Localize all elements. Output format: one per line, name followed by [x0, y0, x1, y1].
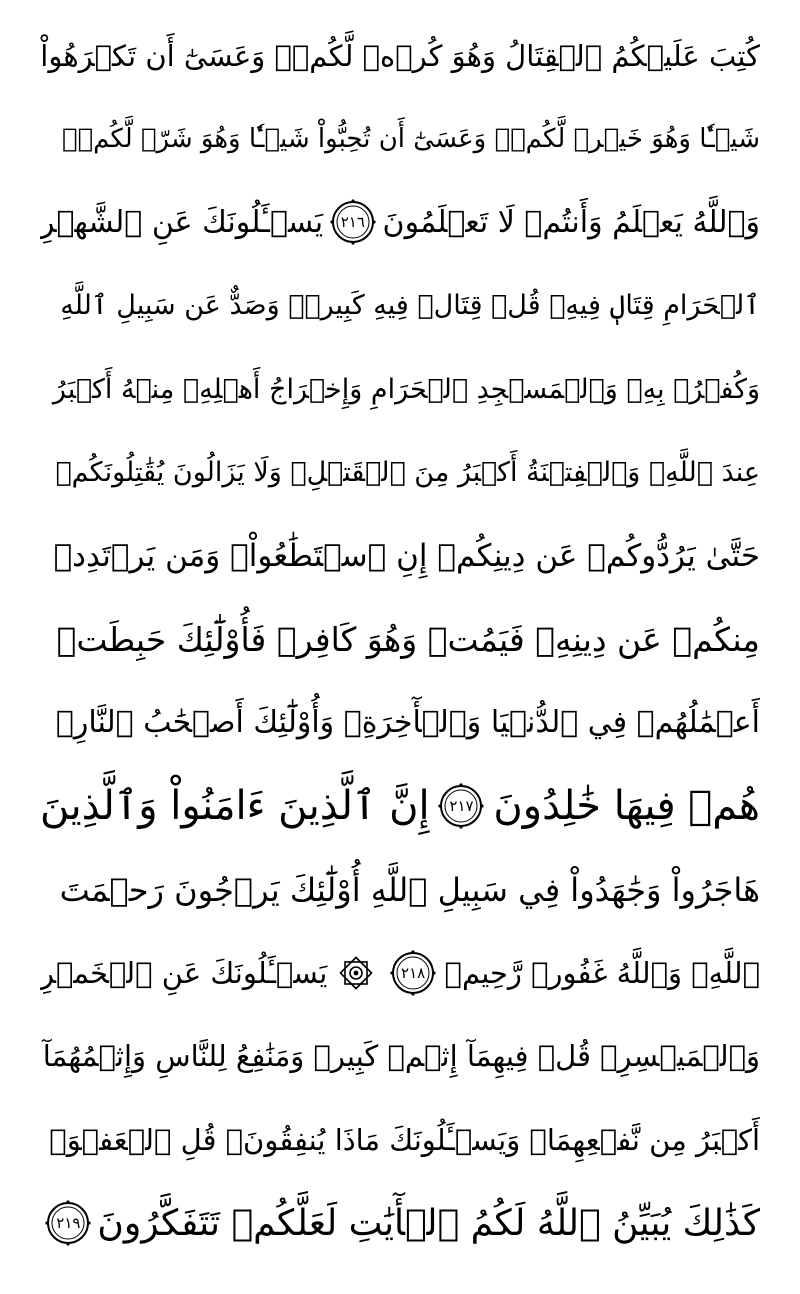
- verse-text: كُتِبَ عَلَيۡكُمُ ٱلۡقِتَالُ وَهُوَ كُرۡهٞ لَّكُمۡۖ وَعَسَىٰٓ أَن تَكۡرَهُواْ: [40, 38, 760, 73]
- ayah-end-marker: [45, 1200, 91, 1246]
- verse-text: وَكُفۡرُۢ بِهِۦ وَٱلۡمَسۡجِدِ ٱلۡحَرَامِ وَإِخۡرَاجُ أَهۡلِهِۦ مِنۡهُ أَكۡبَرُ: [52, 373, 760, 405]
- hizb-rub-icon: [336, 953, 376, 993]
- verse-line-6: [40, 431, 760, 514]
- verse-text: هَاجَرُواْ وَجَٰهَدُواْ فِي سَبِيلِ ٱللَّهِ أُوْلَٰٓئِكَ يَرۡجُونَ رَحۡمَتَ: [59, 870, 760, 909]
- verse-text: أَكۡبَرُ مِن نَّفۡعِهِمَاۗ وَيَسۡـَٔلُونَكَ مَاذَا يُنفِقُونَۖ قُلِ ٱلۡعَفۡوَۗ: [49, 1122, 760, 1157]
- verse-line-2: [40, 97, 760, 180]
- verse-text: يَسۡـَٔلُونَكَ عَنِ ٱلشَّهۡرِ: [40, 204, 324, 240]
- verse-line-10: [40, 765, 760, 848]
- verse-line-14: [40, 1098, 760, 1181]
- verse-line-9: [40, 681, 760, 764]
- verse-line-13: [40, 1015, 760, 1098]
- verse-text: وَٱللَّهُ يَعۡلَمُ وَأَنتُمۡ لَا تَعۡلَمُونَ: [382, 204, 760, 240]
- verse-text: عِندَ ٱللَّهِۚ وَٱلۡفِتۡنَةُ أَكۡبَرُ مِنَ ٱلۡقَتۡلِۗ وَلَا يَزَالُونَ يُقَٰتِلُونَكُمۡ: [55, 457, 760, 489]
- verse-line-1: [40, 14, 760, 97]
- ayah-end-marker: [390, 950, 436, 996]
- verse-line-5: [40, 348, 760, 431]
- verse-line-7: [40, 514, 760, 597]
- ayah-number: ٢١٩: [56, 1214, 81, 1233]
- verse-text: شَيۡـٔٗا وَهُوَ خَيۡرٞ لَّكُمۡۖ وَعَسَىٰٓ أَن تُحِبُّواْ شَيۡـٔٗا وَهُوَ شَرّٞ لَّكُمۡۚ: [61, 124, 760, 155]
- verse-text: يَسۡـَٔلُونَكَ عَنِ ٱلۡخَمۡرِ: [40, 955, 328, 990]
- verse-line-3: [40, 181, 760, 264]
- ayah-number: ٢١٦: [340, 213, 365, 232]
- verse-line-11: [40, 848, 760, 931]
- verse-line-4: [40, 264, 760, 347]
- ayah-number: ٢١٧: [449, 797, 474, 816]
- verse-line-12: [40, 931, 760, 1014]
- verse-line-15: [40, 1181, 760, 1264]
- verse-text: كَذَٰلِكَ يُبَيِّنُ ٱللَّهُ لَكُمُ ٱلۡأٓيَٰتِ لَعَلَّكُمۡ تَتَفَكَّرُونَ: [97, 1202, 760, 1244]
- verse-text: ٱللَّهِۚ وَٱللَّهُ غَفُورٞ رَّحِيمٞ: [444, 955, 760, 990]
- verse-text: أَعۡمَٰلُهُمۡ فِي ٱلدُّنۡيَا وَٱلۡأٓخِرَةِۖ وَأُوْلَٰٓئِكَ أَصۡحَٰبُ ٱلنَّارِۖ: [55, 705, 760, 741]
- verse-text: وَٱلۡمَيۡسِرِۖ قُلۡ فِيهِمَآ إِثۡمٞ كَبِيرٞ وَمَنَٰفِعُ لِلنَّاسِ وَإِثۡمُهُمَآ: [42, 1039, 760, 1074]
- verse-text: مِنكُمۡ عَن دِينِهِۦ فَيَمُتۡ وَهُوَ كَافِرٞ فَأُوْلَٰٓئِكَ حَبِطَتۡ: [56, 619, 760, 659]
- verse-text: هُمۡ فِيهَا خَٰلِدُونَ: [493, 783, 760, 830]
- verse-text: ٱلۡحَرَامِ قِتَالٖ فِيهِۖ قُلۡ قِتَالٞ فِيهِ كَبِيرٞۖ وَصَدٌّ عَن سَبِيلِ ٱللَّهِ: [60, 290, 760, 322]
- ayah-end-marker: [330, 199, 376, 245]
- ayah-number: ٢١٨: [401, 963, 426, 982]
- verse-text: إِنَّ ٱلَّذِينَ ءَامَنُواْ وَٱلَّذِينَ: [40, 783, 430, 830]
- verse-text: حَتَّىٰ يَرُدُّوكُمۡ عَن دِينِكُمۡ إِنِ ٱسۡتَطَٰعُواْۚ وَمَن يَرۡتَدِدۡ: [53, 538, 760, 575]
- verse-line-8: [40, 598, 760, 681]
- ayah-end-marker: [438, 783, 484, 829]
